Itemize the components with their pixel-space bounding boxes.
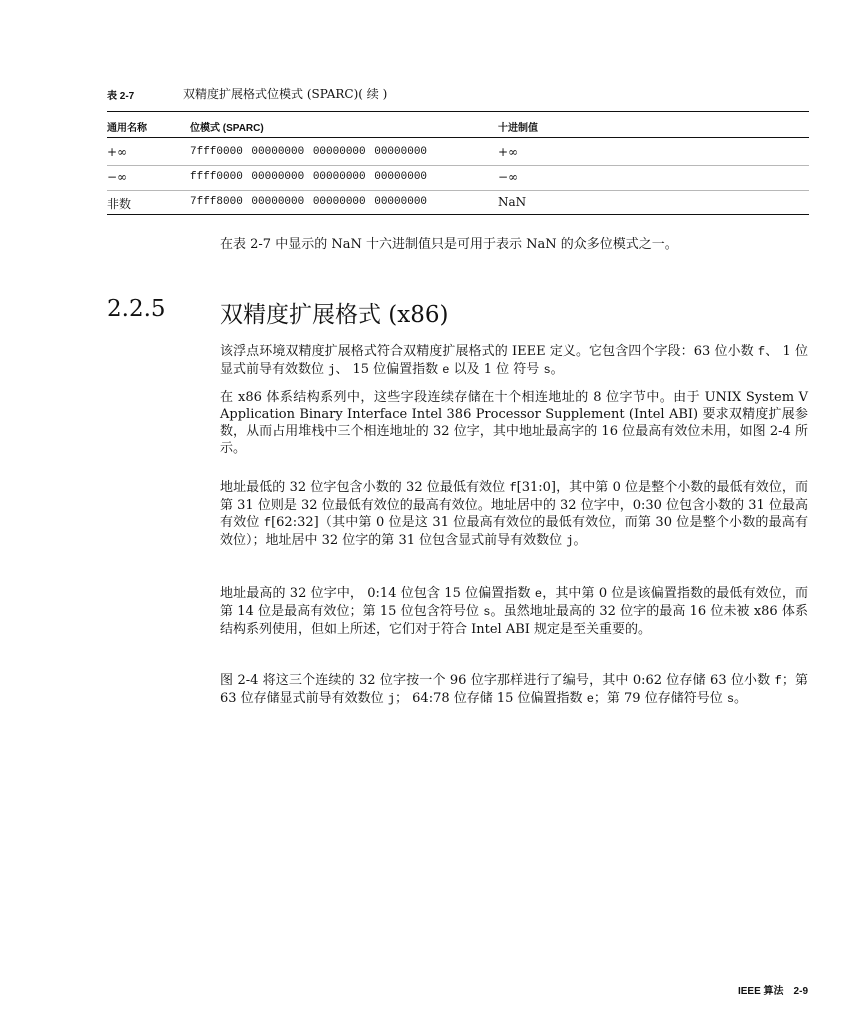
code-term: e [442,363,450,377]
body-paragraph [220,672,808,708]
code-term: s [543,363,551,377]
page-number: 2-9 [793,986,808,997]
body-paragraph [220,343,808,379]
paragraph-text: 地址最高的 32 位字中， 0:14 位包含 15 位偏置指数 [220,586,535,601]
paragraph-text: 。 [550,362,564,377]
code-term: j [566,534,574,548]
paragraph-text: 图 2-4 将这三个连续的 32 位字按一个 96 位字那样进行了编号，其中 0:62 位存储 63 位小数 [220,673,775,688]
code-term: s [726,692,735,706]
paragraph-text: 、 15 位偏置指数 [335,362,443,377]
page-footer [738,982,808,997]
paragraph-text: ； 64:78 位存储 15 位偏置指数 [395,691,587,706]
paragraph-text: ；第 63 位存储显式前导有效数位 [220,673,808,706]
row-name: 非数 [107,197,132,211]
table-header-name: 通用名称 [107,123,147,134]
row-bits: 7fff8000 00000000 00000000 00000000 [190,196,428,208]
code-term: f [774,674,782,688]
paragraph-text: 该浮点环境双精度扩展格式符合双精度扩展格式的 IEEE 定义。它包含四个字段：63 位小数 [220,344,758,359]
table-header-rule [107,137,809,138]
paragraph-text: 。 [573,533,587,548]
footer-chapter: IEEE 算法 [737,986,784,997]
body-paragraph: 在 x86 体系结构系列中，这些字段连续存储在十个相连地址的 8 位字节中。由于 UNIX System V Application Binary Interface Intel 386 Processor Supplement (Intel ABI) 要求双精度扩展参数，从而占用堆栈中三个相连地址的 32 位字，其中地址最高字的 16 位最高有效位未用，如图 2-4 所示。 [220,390,808,456]
code-term: f [509,481,517,495]
code-term: e [586,692,594,706]
paragraph-text: 以及 1 位 符号 [449,362,544,377]
row-name: −∞ [107,170,128,184]
paragraph-text: [31:0]，其中第 0 位是整个小数的最低有效位，而第 31 位则是 32 位最低有效位的最高有效位。地址居中的 32 位字中，0:30 位包含小数的 31 位最高有效位 [220,480,809,530]
code-term: f [757,345,766,359]
code-term: f [263,516,272,530]
paragraph-text: [62:32]（其中第 0 位是这 31 位最高有效位的最低有效位，而第 30 位是整个小数的最高有效位）；地址居中 32 位字的第 31 位包含显式前导有效数位 [220,515,808,548]
paragraph-text: 、 1 位显式前导有效数位 [220,344,808,377]
table-note: 在表 2-7 中显示的 NaN 十六进制值只是可用于表示 NaN 的众多位模式之一。 [220,237,678,252]
body-paragraph [220,585,808,638]
row-bits: 7fff0000 00000000 00000000 00000000 [190,146,428,158]
table-caption-label: 表 2-7 [107,91,135,102]
code-term: s [483,605,491,619]
table-bottom-rule [107,214,809,215]
row-divider [107,190,809,191]
section-number: 2.2.5 [107,296,166,322]
row-divider [107,165,809,166]
section-title: 双精度扩展格式 (x86) [220,302,449,328]
paragraph-text: 地址最低的 32 位字包含小数的 32 位最低有效位 [220,480,510,495]
row-bits: ffff0000 00000000 00000000 00000000 [190,171,428,183]
row-value: −∞ [498,170,519,184]
table-caption-title: 双精度扩展格式位模式 (SPARC)( 续 ) [183,87,388,101]
code-term: j [328,363,336,377]
table-top-rule [107,111,809,112]
row-value: +∞ [498,145,519,159]
row-value: NaN [498,195,527,209]
paragraph-text: ；第 79 位存储符号位 [593,691,727,706]
table-header-bits: 位模式 (SPARC) [190,123,264,134]
paragraph-text: ，其中第 0 位是该偏置指数的最低有效位，而第 14 位是最高有效位；第 15 位包含符号位 [220,586,808,619]
code-term: j [387,692,396,706]
body-paragraph [220,479,808,550]
paragraph-text: 。 [734,691,748,706]
paragraph-text: 。虽然地址最高的 32 位字的最高 16 位未被 x86 体系结构系列使用，但如上所述，它们对于符合 Intel ABI 规定是至关重要的。 [220,604,808,637]
table-header-value: 十进制值 [498,123,538,134]
row-name: +∞ [107,145,128,159]
code-term: e [534,587,543,601]
